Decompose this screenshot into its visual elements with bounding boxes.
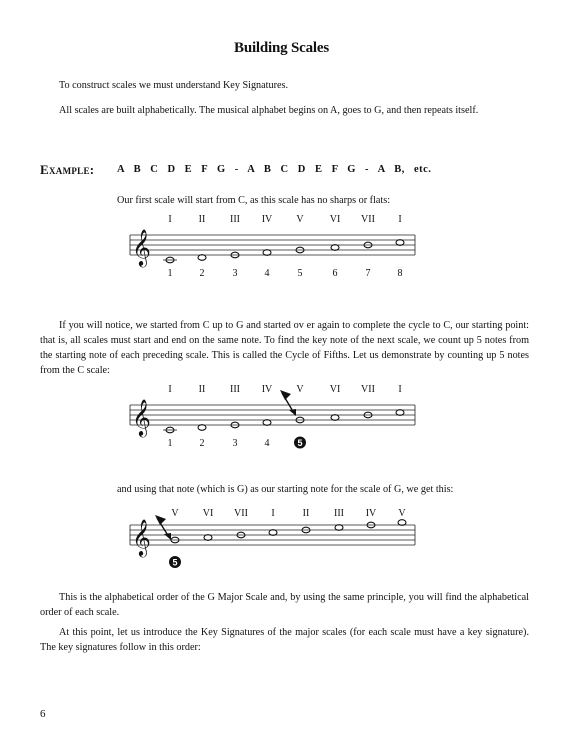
roman-numeral: IV xyxy=(261,214,273,225)
notes xyxy=(163,410,404,433)
treble-clef-icon: 𝄞 xyxy=(132,398,151,436)
roman-numeral: IV xyxy=(365,508,377,519)
page-title: Building Scales xyxy=(234,40,329,56)
roman-numeral: III xyxy=(230,214,240,225)
roman-numeral: V xyxy=(296,214,304,225)
whole-note xyxy=(396,240,404,246)
roman-numeral: VII xyxy=(361,214,375,225)
whole-note xyxy=(331,245,339,251)
roman-numeral: V xyxy=(398,508,406,519)
whole-note xyxy=(331,415,339,421)
roman-numeral: V xyxy=(171,508,179,519)
roman-numeral: IV xyxy=(261,384,273,395)
notes xyxy=(171,520,406,543)
degree-number: 2 xyxy=(199,268,205,279)
degree-number: 3 xyxy=(232,438,238,449)
roman-numeral: VI xyxy=(202,508,214,519)
roman-numeral: I xyxy=(168,214,172,225)
roman-numeral: VI xyxy=(329,214,341,225)
roman-numeral: I xyxy=(398,384,402,395)
alphabet-paragraph: All scales are built alphabetically. The musical alphabet begins on A, goes to G, and then repeats itself. xyxy=(59,105,479,116)
whole-note xyxy=(198,425,206,431)
c-scale-staff xyxy=(130,210,430,280)
whole-note xyxy=(198,255,206,261)
example-sequence: A B C D E F G - A B C D E F G - A B, etc. xyxy=(117,164,432,175)
c-scale-caption: Our first scale will start from C, as this scale has no sharps or flats: xyxy=(117,195,391,206)
circled-number: 5 xyxy=(297,437,303,448)
whole-note xyxy=(398,520,406,526)
degree-number: 2 xyxy=(199,438,205,449)
circled-number: 5 xyxy=(172,557,178,568)
treble-clef-icon: 𝄞 xyxy=(132,228,151,266)
degree-number: 5 xyxy=(297,268,303,279)
roman-numeral: I xyxy=(398,214,402,225)
pointer-arrow-icon xyxy=(155,515,171,540)
degree-number: 1 xyxy=(167,438,173,449)
roman-numeral: VII xyxy=(361,384,375,395)
counting-fifths-staff xyxy=(130,380,430,450)
roman-numeral: I xyxy=(168,384,172,395)
whole-note xyxy=(263,250,271,256)
roman-numeral: II xyxy=(198,384,206,395)
example-label: Example: xyxy=(40,162,95,177)
degree-number: 7 xyxy=(365,268,371,279)
degree-number: 8 xyxy=(397,268,403,279)
degree-numbers xyxy=(168,268,403,279)
pointer-arrow-icon xyxy=(280,390,296,416)
roman-numerals xyxy=(171,508,406,519)
roman-numeral: III xyxy=(230,384,240,395)
whole-note xyxy=(204,535,212,541)
degree-number: 4 xyxy=(264,268,270,279)
key-signatures-paragraph: At this point, let us introduce the Key Signatures of the major scales (for each scale must have a key signature). The key signatures follow in this order: xyxy=(40,627,529,653)
degree-number: 4 xyxy=(264,438,270,449)
roman-numeral: II xyxy=(302,508,310,519)
g-scale-staff xyxy=(130,500,430,575)
degree-number: 1 xyxy=(167,268,173,279)
roman-numeral: V xyxy=(296,384,304,395)
g-major-paragraph: This is the alphabetical order of the G Major Scale and, by using the same principle, you will find the alphabetical order of each scale. xyxy=(40,592,529,618)
roman-numerals xyxy=(168,214,401,225)
whole-note xyxy=(263,420,271,426)
degree-number: 3 xyxy=(232,268,238,279)
degree-number: 6 xyxy=(332,268,338,279)
treble-clef-icon: 𝄞 xyxy=(132,518,151,556)
degree-numbers xyxy=(168,437,307,450)
roman-numeral: VI xyxy=(329,384,341,395)
roman-numeral: VII xyxy=(234,508,248,519)
roman-numeral: I xyxy=(271,508,275,519)
whole-note xyxy=(269,530,277,536)
roman-numeral: III xyxy=(334,508,344,519)
g-scale-caption: and using that note (which is G) as our starting note for the scale of G, we get this: xyxy=(117,484,454,495)
intro-paragraph: To construct scales we must understand Key Signatures. xyxy=(59,80,289,91)
whole-note xyxy=(396,410,404,416)
cycle-of-fifths-paragraph: If you will notice, we started from C up to G and started ov er again to complete the cycle to C, our starting point: that is, all scales must start and end on the same note. To find the key note of the next scale, we count up 5 notes from the starting note of each preceding scale. This is called the Cycle of Fifths. Let us demonstrate by counting up 5 notes from the C scale: xyxy=(40,320,529,376)
notes xyxy=(163,240,404,263)
roman-numeral: II xyxy=(198,214,206,225)
page-number: 6 xyxy=(40,708,46,720)
whole-note xyxy=(335,525,343,531)
